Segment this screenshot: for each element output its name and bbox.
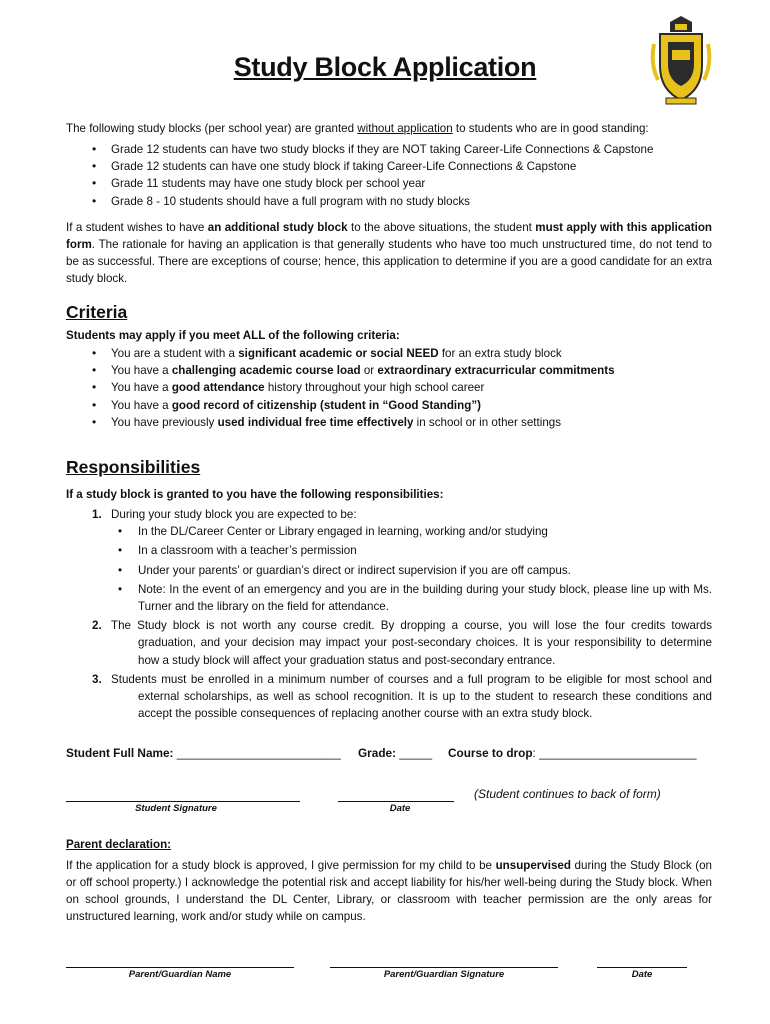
list-item bbox=[66, 362, 712, 379]
text-run: Under your parents’ or guardian’s direct or indirect supervision if you are off campus. bbox=[138, 563, 571, 577]
text-run: You have a bbox=[111, 364, 172, 378]
student-name-label: Student Full Name: bbox=[66, 746, 177, 760]
grade-field[interactable]: _____ bbox=[399, 746, 433, 760]
responsibilities-subheading: If a study block is granted to you have the following responsibilities: bbox=[66, 488, 444, 501]
text-run: You have a bbox=[111, 398, 172, 412]
list-item bbox=[66, 345, 712, 362]
item-number: 1. bbox=[92, 508, 102, 521]
parent-name-caption: Parent/Guardian Name bbox=[128, 969, 232, 980]
parent-date-field[interactable] bbox=[597, 967, 687, 968]
bold-run: used individual free time effectively bbox=[217, 415, 414, 429]
student-signature-field[interactable] bbox=[66, 801, 300, 802]
responsibilities-heading: Responsibilities bbox=[66, 457, 201, 477]
course-field-row bbox=[448, 746, 697, 760]
text-run: in school or in other settings bbox=[413, 415, 562, 429]
bold-run: an additional study block bbox=[207, 221, 348, 234]
bold-run: unsupervised bbox=[495, 859, 571, 872]
list-item bbox=[66, 542, 712, 559]
student-name-field[interactable]: _________________________ bbox=[176, 746, 341, 760]
list-item bbox=[66, 506, 712, 615]
list-item bbox=[66, 581, 712, 615]
item-text: The Study block is not worth any course credit. By dropping a course, you will lose the four credits towards graduation, and your decision may impact your post-secondary choices. It is your responsibility to determine how a study block will affect your graduation status and post-secondary entrance. bbox=[111, 619, 712, 667]
list-item: • Grade 11 students may have one study block per school year bbox=[66, 175, 712, 192]
list-item bbox=[66, 523, 712, 540]
student-date-field[interactable] bbox=[338, 801, 454, 802]
grade-label: Grade: bbox=[358, 746, 400, 760]
list-item bbox=[66, 562, 712, 579]
course-to-drop-label: Course to drop bbox=[448, 746, 533, 760]
list-item bbox=[66, 397, 712, 414]
student-signature-caption: Student Signature bbox=[135, 803, 217, 814]
intro-lead-tail: to students who are in good standing: bbox=[452, 122, 649, 135]
text-run: to the above situations, the student bbox=[347, 221, 536, 234]
text-run: Note: In the event of an emergency and you are in the building during your study block, please line up with Ms. Turner and the library on the field for attendance. bbox=[138, 582, 712, 614]
bold-run: good record of citizenship (student in “Good Standing”) bbox=[171, 398, 481, 412]
sub-list bbox=[138, 523, 712, 615]
item-text: During your study block you are expected to be: bbox=[111, 508, 357, 521]
intro-bullets bbox=[66, 141, 712, 210]
parent-heading: Parent declaration: bbox=[66, 838, 172, 851]
criteria-subheading: Students may apply if you meet ALL of the following criteria: bbox=[66, 329, 400, 342]
text-run: In a classroom with a teacher’s permission bbox=[138, 544, 357, 558]
intro-lead-text: The following study blocks (per school year) are granted bbox=[66, 122, 358, 135]
parent-paragraph bbox=[66, 857, 712, 925]
list-item bbox=[66, 617, 712, 669]
list-item: • Grade 12 students can have one study block if taking Career-Life Connections & Capstone bbox=[66, 158, 712, 175]
bold-run: good attendance bbox=[171, 381, 265, 395]
text-run: . The rationale for having an application is that generally students who have too much unstructured time, do not tend to be as successful. There are exceptions of course; hence, this application to determine if you are a good candidate for an extra study block. bbox=[66, 238, 712, 285]
text-run: If the application for a study block is approved, I give permission for my child to be bbox=[66, 859, 496, 872]
student-fields-row bbox=[66, 746, 341, 760]
course-to-drop-field[interactable]: ________________________ bbox=[539, 746, 697, 760]
text-run: In the DL/Career Center or Library engaged in learning, working and/or studying bbox=[138, 525, 548, 539]
text-run: You have previously bbox=[111, 415, 218, 429]
item-number: 3. bbox=[92, 672, 102, 686]
criteria-heading: Criteria bbox=[66, 302, 128, 322]
list-item: • Grade 12 students can have two study blocks if they are NOT taking Career-Life Connections & Capstone bbox=[66, 141, 712, 158]
continue-note: (Student continues to back of form) bbox=[474, 787, 661, 801]
parent-signature-field[interactable] bbox=[330, 967, 558, 968]
bold-run: must apply with this application form bbox=[66, 221, 712, 251]
list-item: • Grade 8 - 10 students should have a full program with no study blocks bbox=[66, 193, 712, 210]
student-date-caption: Date bbox=[389, 803, 411, 814]
item-number: 2. bbox=[92, 619, 102, 633]
intro-lead-underlined: without application bbox=[357, 122, 453, 135]
list-item bbox=[66, 414, 712, 431]
grade-field-row bbox=[358, 746, 432, 760]
text-run: during the Study Block (on or off school property.) I acknowledge the potential risk and accept liability for his/her well-being during the Study block. When on school grounds, I understand the DL Center, Library, or classroom with teacher permission are the only areas for unstructured learning, work and/or study while on campus. bbox=[66, 859, 712, 923]
criteria-list bbox=[66, 345, 712, 431]
bold-run: extraordinary extracurricular commitments bbox=[377, 364, 615, 378]
intro-paragraph bbox=[66, 219, 712, 287]
bold-run: significant academic or social NEED bbox=[238, 347, 439, 360]
intro-lead bbox=[66, 120, 712, 137]
course-colon: : bbox=[532, 746, 536, 760]
text-run: You have a bbox=[111, 381, 172, 395]
responsibilities-list bbox=[66, 506, 712, 724]
text-run: for an extra study block bbox=[438, 347, 562, 360]
list-item bbox=[66, 379, 712, 396]
parent-signature-caption: Parent/Guardian Signature bbox=[383, 969, 505, 980]
parent-date-caption: Date bbox=[631, 969, 653, 980]
text-run: If a student wishes to have bbox=[66, 221, 208, 234]
item-text: Students must be enrolled in a minimum number of courses and a full program to be eligible for most school and external scholarships, as well as school recognition. It is up to the student to research these conditions and accept the possible consequences of replacing another course with an extra study block. bbox=[111, 672, 712, 721]
text-run: history throughout your high school career bbox=[264, 381, 485, 395]
text-run: You are a student with a bbox=[111, 347, 239, 360]
page-title: Study Block Application bbox=[233, 52, 537, 82]
list-item bbox=[66, 671, 712, 723]
text-run: or bbox=[360, 364, 378, 378]
bold-run: challenging academic course load bbox=[171, 364, 361, 378]
parent-name-field[interactable] bbox=[66, 967, 294, 968]
